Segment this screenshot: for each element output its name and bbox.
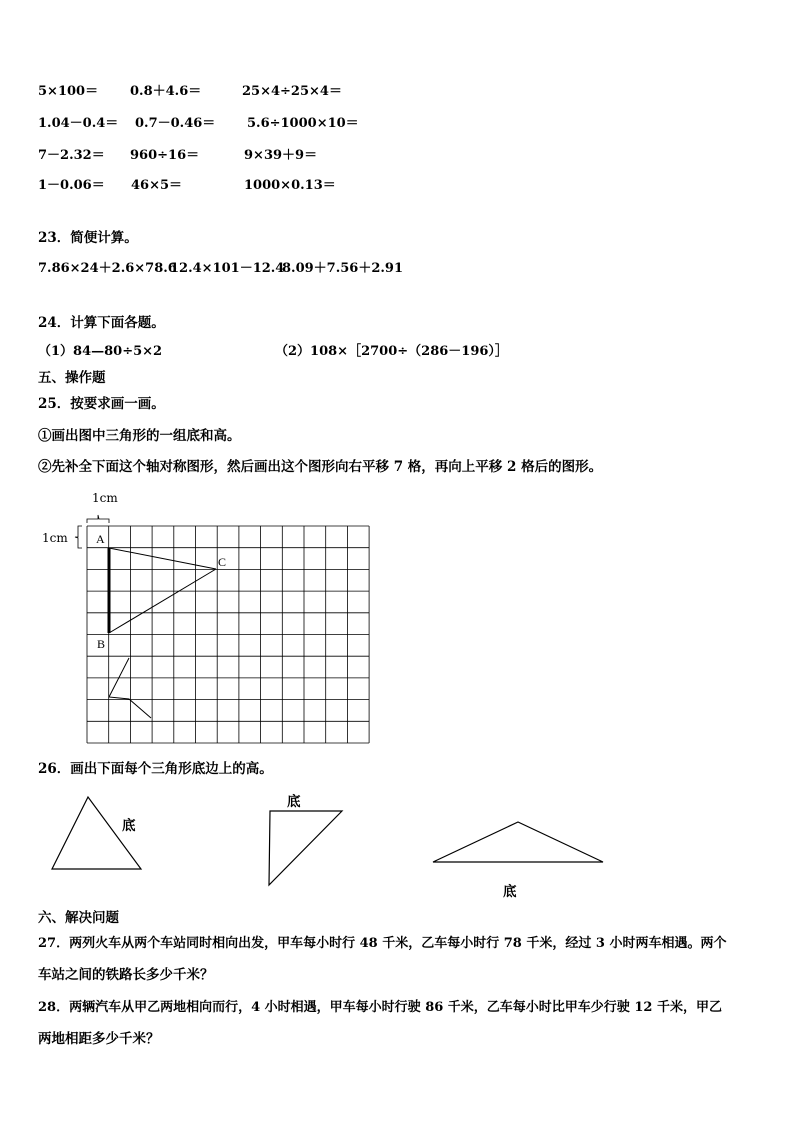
q24-item-1: （1）84—80÷5×2: [38, 344, 163, 359]
oral-calc-r4c3: 1000×0.13＝: [244, 178, 336, 193]
q23-item-1: 7.86×24＋2.6×78.6: [38, 261, 177, 276]
q26-title: 26．画出下面每个三角形底边上的高。: [38, 761, 273, 777]
q26-base-label-2: 底: [287, 794, 301, 810]
q25-part1: ①画出图中三角形的一组底和高。: [38, 428, 241, 444]
oral-calc-r3c1: 7－2.32＝: [38, 148, 105, 163]
grid-unit-left-label: 1cm: [42, 531, 68, 545]
section6-title: 六、解决问题: [38, 910, 119, 926]
q27-line2: 车站之间的铁路长多少千米？: [38, 967, 214, 983]
oral-calc-r1c1: 5×100＝: [38, 84, 99, 99]
grid-unit-top-label: 1cm: [92, 491, 118, 505]
point-label-b: B: [97, 637, 106, 651]
section5-title: 五、操作题: [38, 370, 106, 386]
oral-calc-r4c2: 46×5＝: [131, 178, 183, 193]
oral-calc-r2c3: 5.6÷1000×10＝: [247, 116, 359, 131]
q23-item-3: 8.09＋7.56＋2.91: [282, 261, 403, 276]
q27-line1: 27．两列火车从两个车站同时相向出发，甲车每小时行 48 千米，乙车每小时行 78 千米，经过 3 小时两车相遇。两个: [38, 936, 727, 951]
q26-triangle-3: [433, 822, 603, 862]
q25-title: 25．按要求画一画。: [38, 396, 165, 412]
q28-line2: 两地相距多少千米？: [38, 1031, 160, 1047]
oral-calc-r1c2: 0.8＋4.6＝: [130, 84, 202, 99]
q23-title: 23．简便计算。: [38, 230, 138, 246]
oral-calc-r2c1: 1.04－0.4＝: [38, 116, 119, 131]
q26-triangle-2: [269, 811, 342, 885]
oral-calc-r1c3: 25×4÷25×4＝: [242, 84, 342, 99]
q25-part2: ②先补全下面这个轴对称图形，然后画出这个图形向右平移 7 格，再向上平移 2 格后的图形。: [38, 459, 603, 475]
q23-item-2: 12.4×101－12.4: [170, 261, 285, 276]
oral-calc-r3c3: 9×39＋9＝: [244, 148, 318, 163]
grid-lines: [87, 526, 369, 743]
unit-bracket-top: [87, 515, 109, 523]
oral-calc-r4c1: 1－0.06＝: [38, 178, 105, 193]
q24-title: 24．计算下面各题。: [38, 315, 165, 331]
q26-base-label-3: 底: [503, 884, 517, 900]
oral-calc-r2c2: 0.7－0.46＝: [135, 116, 216, 131]
q24-item-2: （2）108×［2700÷（286－196）］: [275, 344, 508, 359]
triangle-side-ac: [109, 548, 216, 569]
oral-calc-r3c2: 960÷16＝: [130, 148, 200, 163]
symmetric-figure-half: [109, 658, 151, 718]
triangle-side-bc: [109, 569, 216, 633]
point-label-a: A: [96, 532, 105, 546]
q28-line1: 28．两辆汽车从甲乙两地相向而行，4 小时相遇，甲车每小时行驶 86 千米，乙车每小时比甲车少行驶 12 千米，甲乙: [38, 1000, 722, 1015]
unit-bracket-left: [75, 526, 82, 548]
q26-base-label-1: 底: [122, 818, 136, 834]
point-label-c: C: [218, 555, 227, 569]
